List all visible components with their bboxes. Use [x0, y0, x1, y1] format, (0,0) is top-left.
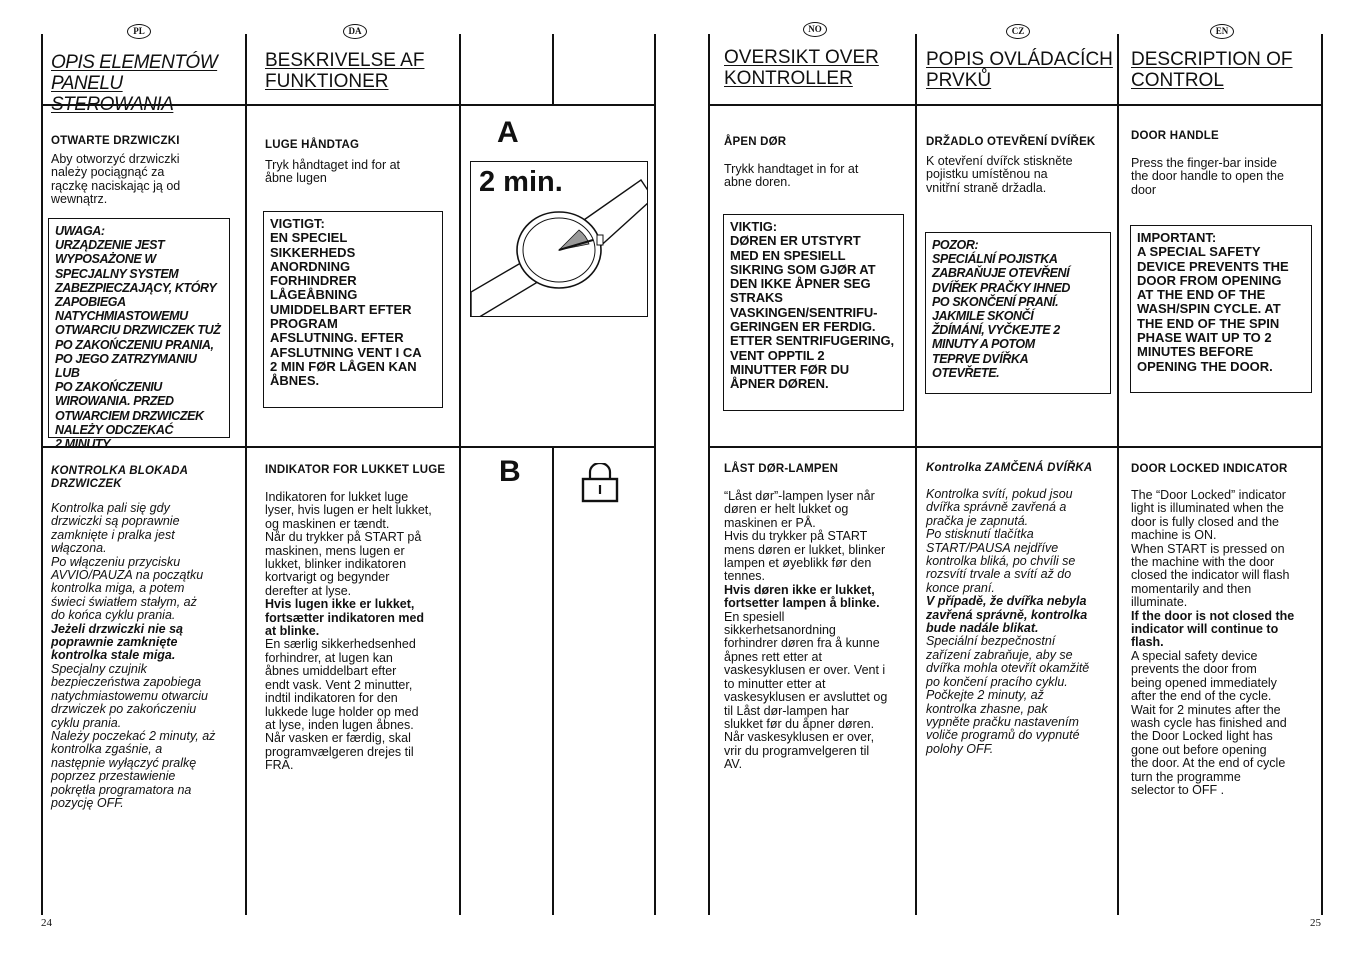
language-badge-no: NO: [803, 22, 827, 37]
language-badge-da: DA: [343, 24, 367, 39]
section-title-door-lock-en: DOOR LOCKED INDICATOR: [1131, 463, 1288, 475]
column-heading-pl: OPIS ELEMENTÓW PANELU STEROWANIA: [51, 52, 218, 115]
section-text-door-lock-cz: [926, 488, 1116, 756]
section-title-open-door-pl: OTWARTE DRZWICZKI: [51, 135, 180, 147]
figure-label-a: A: [497, 116, 519, 149]
figure-time-label: 2 min.: [479, 166, 563, 198]
section-text-open-door-en: Press the finger-bar inside the door handle to open the door: [1131, 156, 1284, 197]
page-number-right: 25: [1310, 917, 1321, 929]
paragraph: En spesiell sikkerhetsanordning forhindrer døren fra å kunne åpnes rett etter at vaskesyklusen er over. Vent i to minutter etter at vaskesyklusen er avsluttet og til Låst dør-lampen har slukket før du åpner døren. Når vaskesyklusen er over, vrir du programvelgeren til AV.: [724, 609, 888, 772]
warning-box-cz: POZOR: SPECIÁLNÍ POJISTKA ZABRAŇUJE OTEVŘENÍ DVÍŘEK PRAČKY IHNED PO SKONČENÍ PRANÍ. JAKMILE SKONČÍ ŽDÍMÁNÍ, VYČKEJTE 2 MINUTY A POTOM TEPRVE DVÍŘKA OTEVŘETE.: [925, 232, 1111, 394]
figure-a-frame: [470, 161, 648, 317]
paragraph: Kontrolka pali się gdy drzwiczki są poprawnie zamknięte i pralka jest włączona. Po włączeniu przycisku AVVIO/PAUZA na początku kontrolka miga, a potem świeci światłem stałym, aż do końca cyklu prania.: [51, 501, 204, 623]
column-heading-en: DESCRIPTION OF CONTROL: [1131, 49, 1293, 91]
section-title-open-door-da: LUGE HÅNDTAG: [265, 139, 360, 151]
divider: [708, 34, 710, 915]
emphasis: Hvis lugen ikke er lukket, fortsætter indikatoren med at blinke.: [265, 597, 425, 639]
divider: [1321, 34, 1323, 915]
section-title-door-lock-pl: KONTROLKA BLOKADA DRZWICZEK: [51, 465, 188, 490]
section-text-door-lock-no: [724, 490, 914, 772]
divider: [915, 34, 917, 915]
language-badge-en: EN: [1210, 24, 1234, 39]
section-title-door-lock-da: INDIKATOR FOR LUKKET LUGE: [265, 464, 446, 476]
emphasis: If the door is not closed the indicator will continue to flash.: [1131, 608, 1295, 650]
section-text-open-door-pl: Aby otworzyć drzwiczki należy pociągnąć za rączkę naciskając ją od wewnątrz.: [51, 152, 181, 207]
paragraph: Kontrolka svítí, pokud jsou dvířka správně zavřená a pračka je zapnutá. Po stisknutí tlačítka START/PAUSA nejdříve kontrolka bliká, po chvíli se rozsvítí trvale a svítí až do konce praní.: [926, 487, 1076, 595]
divider: [41, 446, 656, 448]
language-badge-pl: PL: [127, 24, 151, 39]
figure-label-b: B: [499, 455, 521, 488]
section-title-door-lock-cz: Kontrolka ZAMČENÁ DVÍŘKA: [926, 462, 1093, 474]
divider: [41, 34, 43, 915]
column-heading-cz: POPIS OVLÁDACÍCH PRVKŮ: [926, 49, 1113, 91]
divider: [654, 34, 656, 915]
warning-box-da: VIGTIGT: EN SPECIEL SIKKERHEDS ANORDNING FORHINDRER LÅGEÅBNING UMIDDELBART EFTER PROGRAM AFSLUTNING. EFTER AFSLUTNING VENT I CA 2 MIN FØR LÅGEN KAN ÅBNES.: [263, 211, 443, 408]
warning-box-no: VIKTIG: DØREN ER UTSTYRT MED EN SPESIELL SIKRING SOM GJØR AT DEN IKKE ÅPNER SEG STRAKS VASKINGEN/SENTRIFU- GERINGEN ER FERDIG. ETTER SENTRIFUGERING, VENT OPPTIL 2 MINUTTER FØR DU ÅPNER DØREN.: [723, 214, 904, 411]
divider: [245, 34, 247, 915]
language-badge-cz: CZ: [1006, 24, 1030, 39]
paragraph: En særlig sikkerhedsenhed forhindrer, at lugen kan åbnes umiddelbart efter endt vask. Vent 2 minutter, indtil indikatoren for den lukkede luge holder op med at lyse, inden lugen åbnes. Når vasken er færdig, skal programvælgeren drejes til FRA.: [265, 637, 419, 773]
padlock-icon: [580, 463, 620, 505]
paragraph: “Låst dør”-lampen lyser når døren er helt lukket og maskinen er PÅ. Hvis du trykker på START mens døren er lukket, blinker lampen et øyeblikk før den tennes.: [724, 489, 886, 584]
section-text-open-door-cz: K otevření dvířck stiskněte pojistku umístěnou na vnitřní straně držadla.: [926, 154, 1073, 195]
section-title-door-lock-no: LÅST DØR-LAMPEN: [724, 463, 839, 475]
warning-box-en: IMPORTANT: A SPECIAL SAFETY DEVICE PREVENTS THE DOOR FROM OPENING AT THE END OF THE WASH/SPIN CYCLE. AT THE END OF THE SPIN PHASE WAIT UP TO 2 MINUTES BEFORE OPENING THE DOOR.: [1130, 225, 1312, 393]
emphasis: Hvis døren ikke er lukket, fortsetter lampen å blinke.: [724, 582, 880, 611]
divider: [708, 104, 1323, 106]
divider: [1117, 34, 1119, 915]
column-heading-no: OVERSIKT OVER KONTROLLER: [724, 47, 879, 89]
paragraph: Specjalny czujnik bezpieczeństwa zapobiega natychmiastowemu otwarciu drzwiczek po zakończeniu cyklu prania. Należy poczekać 2 minuty, aż kontrolka zgaśnie, a następnie wyłączyć pralkę poprzez przestawienie pokrętła programatora na pozycję OFF.: [51, 661, 216, 810]
paragraph: Speciální bezpečnostní zařízení zabraňuje, aby se dvířka mohla otevřít okamžitě po končení pracího cyklu. Počkejte 2 minuty, až kontrolka zhasne, pak vypněte pračku nastavením voliče programů do vypnuté polohy OFF.: [926, 634, 1090, 756]
emphasis: V případě, že dvířka nebyla zavřená správně, kontrolka bude nadále blikat.: [926, 594, 1088, 636]
section-text-door-lock-en: [1131, 489, 1320, 797]
divider: [708, 446, 1323, 448]
section-text-door-lock-da: [265, 491, 457, 773]
section-text-open-door-da: Tryk håndtaget ind for at åbne lugen: [265, 158, 401, 186]
section-title-open-door-no: ÅPEN DØR: [724, 136, 787, 148]
page-number-left: 24: [41, 917, 52, 929]
watch-icon: [471, 162, 648, 317]
divider: [552, 447, 554, 915]
divider: [459, 34, 461, 915]
section-text-door-lock-pl: [51, 502, 243, 810]
emphasis: Jeżeli drzwiczki nie są poprawnie zamknięte kontrolka stale miga.: [51, 621, 184, 663]
warning-box-pl: UWAGA: URZĄDZENIE JEST WYPOSAŻONE W SPECJALNY SYSTEM ZABEZPIECZAJĄCY, KTÓRY ZAPOBIEGA NATYCHMIASTOWEMU OTWARCIU DRZWICZEK TUŻ PO ZAKOŃCZENIU PRANIA, PO JEGO ZATRZYMANIU LUB PO ZAKOŃCZENIU WIROWANIA. PRZED OTWARCIEM DRZWICZEK NALEŻY ODCZEKAĆ 2 MINUTY.: [48, 218, 230, 438]
paragraph: A special safety device prevents the door from being opened immediately after the end of the cycle. Wait for 2 minutes after the wash cycle has finished and the Door Locked light has gone out before opening the door. At the end of cycle turn the programme selector to OFF .: [1131, 648, 1287, 797]
section-text-open-door-no: Trykk handtaget in for at abne doren.: [724, 162, 859, 190]
paragraph: The “Door Locked” indicator light is illuminated when the door is fully closed and the machine is ON. When START is pressed on the machine with the door closed the indicator will flash momentarily and then illuminate.: [1131, 488, 1290, 610]
paragraph: Indikatoren for lukket luge lyser, hvis lugen er helt lukket, og maskinen er tændt. Når du trykker på START på maskinen, mens lugen er lukket, blinker indikatoren kortvarigt og begynder derefter at lyse.: [265, 490, 432, 598]
section-title-open-door-cz: DRŽADLO OTEVŘENÍ DVÍŘEK: [926, 136, 1096, 148]
column-heading-da: BESKRIVELSE AF FUNKTIONER: [265, 50, 425, 92]
section-title-open-door-en: DOOR HANDLE: [1131, 130, 1219, 142]
divider: [552, 34, 554, 104]
